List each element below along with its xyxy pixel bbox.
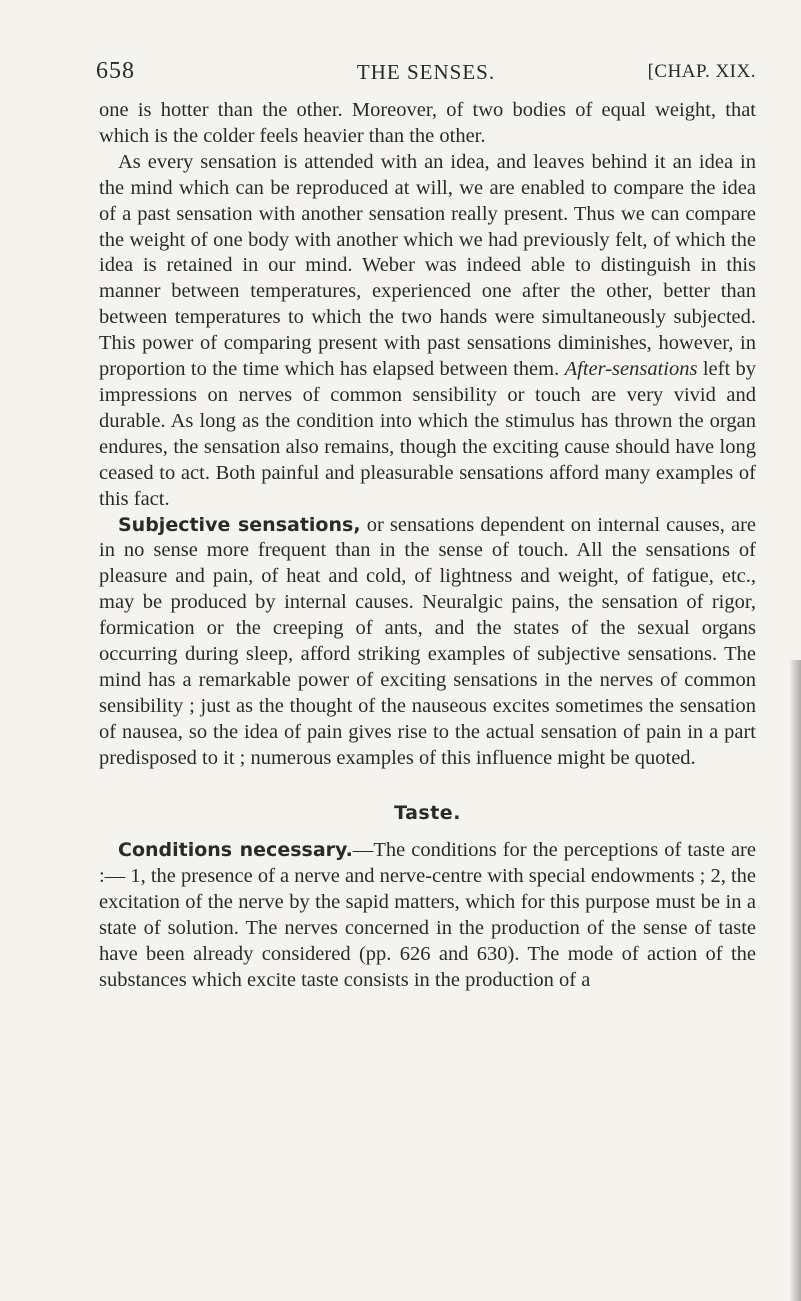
- body-text: [99, 98, 756, 994]
- running-title: THE SENSES.: [356, 60, 496, 84]
- paragraph-continued: [99, 98, 756, 150]
- paragraph-text: one is hotter than the other. Moreover, of two bodies of equal weight, that which is the colder feels heavier than the other.: [99, 99, 756, 147]
- bold-term: Subjective sensations,: [118, 513, 361, 536]
- paragraph-subjective-sensations: [99, 513, 756, 772]
- chapter-label: [CHAP. XIX.: [647, 61, 756, 82]
- paragraph-text: —The conditions for the perceptions of taste are :— 1, the presence of a nerve and nerve-centre with special endowments ; 2, the excitation of the nerve by the sapid matters, which for this purpose must be in a state of solution. The nerves concerned in the production of the sense of taste have been already considered (pp. 626 and 630). The mode of action of the substances which excite taste consists in the production of a: [99, 839, 756, 991]
- paragraph-after-sensations: [99, 150, 756, 513]
- bold-term: Conditions necessary.: [118, 839, 353, 862]
- paragraph-text: or sensations dependent on internal causes, are in no sense more frequent than in the sense of touch. All the sensations of pleasure and pain, of heat and cold, of lightness and weight, of fatigue, etc., may be produced by internal causes. Neuralgic pains, the sensation of rigor, formication or the creeping of ants, and the states of the sexual organs occurring during sleep, afford striking examples of subjective sensations. The mind has a remarkable power of exciting sensations in the nerves of common sensibility ; just as the thought of the nauseous excites sometimes the sensation of nausea, so the idea of pain gives rise to the actual sensation of pain in a part predisposed to it ; numerous examples of this influence might be quoted.: [99, 513, 756, 769]
- page-edge-shadow: [789, 660, 801, 1301]
- paragraph-conditions: [99, 838, 756, 993]
- italic-term: After-sensations: [564, 358, 698, 381]
- running-head: [96, 58, 756, 92]
- section-heading: Taste.: [394, 801, 461, 824]
- paragraph-text: left by impressions on nerves of common sensibility or touch are very vivid and durable. As long as the condition into which the stimulus has thrown the organ endures, the sensation also remains, though the exciting cause should have long ceased to act. Both painful and pleasurable sensations afford many examples of this fact.: [99, 358, 757, 510]
- page-number: 658: [96, 58, 135, 84]
- paragraph-text: As every sensation is attended with an idea, and leaves behind it an idea in the mind which can be reproduced at will, we are enabled to compare the idea of a past sensation with another sensation really present. Thus we can compare the weight of one body with another which we had previously felt, of which the idea is retained in our mind. Weber was indeed able to distinguish in this manner between temperatures, experienced one after the other, better than between temperatures to which the two hands were simultaneously subjected. This power of comparing present with past sensations diminishes, however, in proportion to the time which has elapsed between them.: [99, 150, 756, 381]
